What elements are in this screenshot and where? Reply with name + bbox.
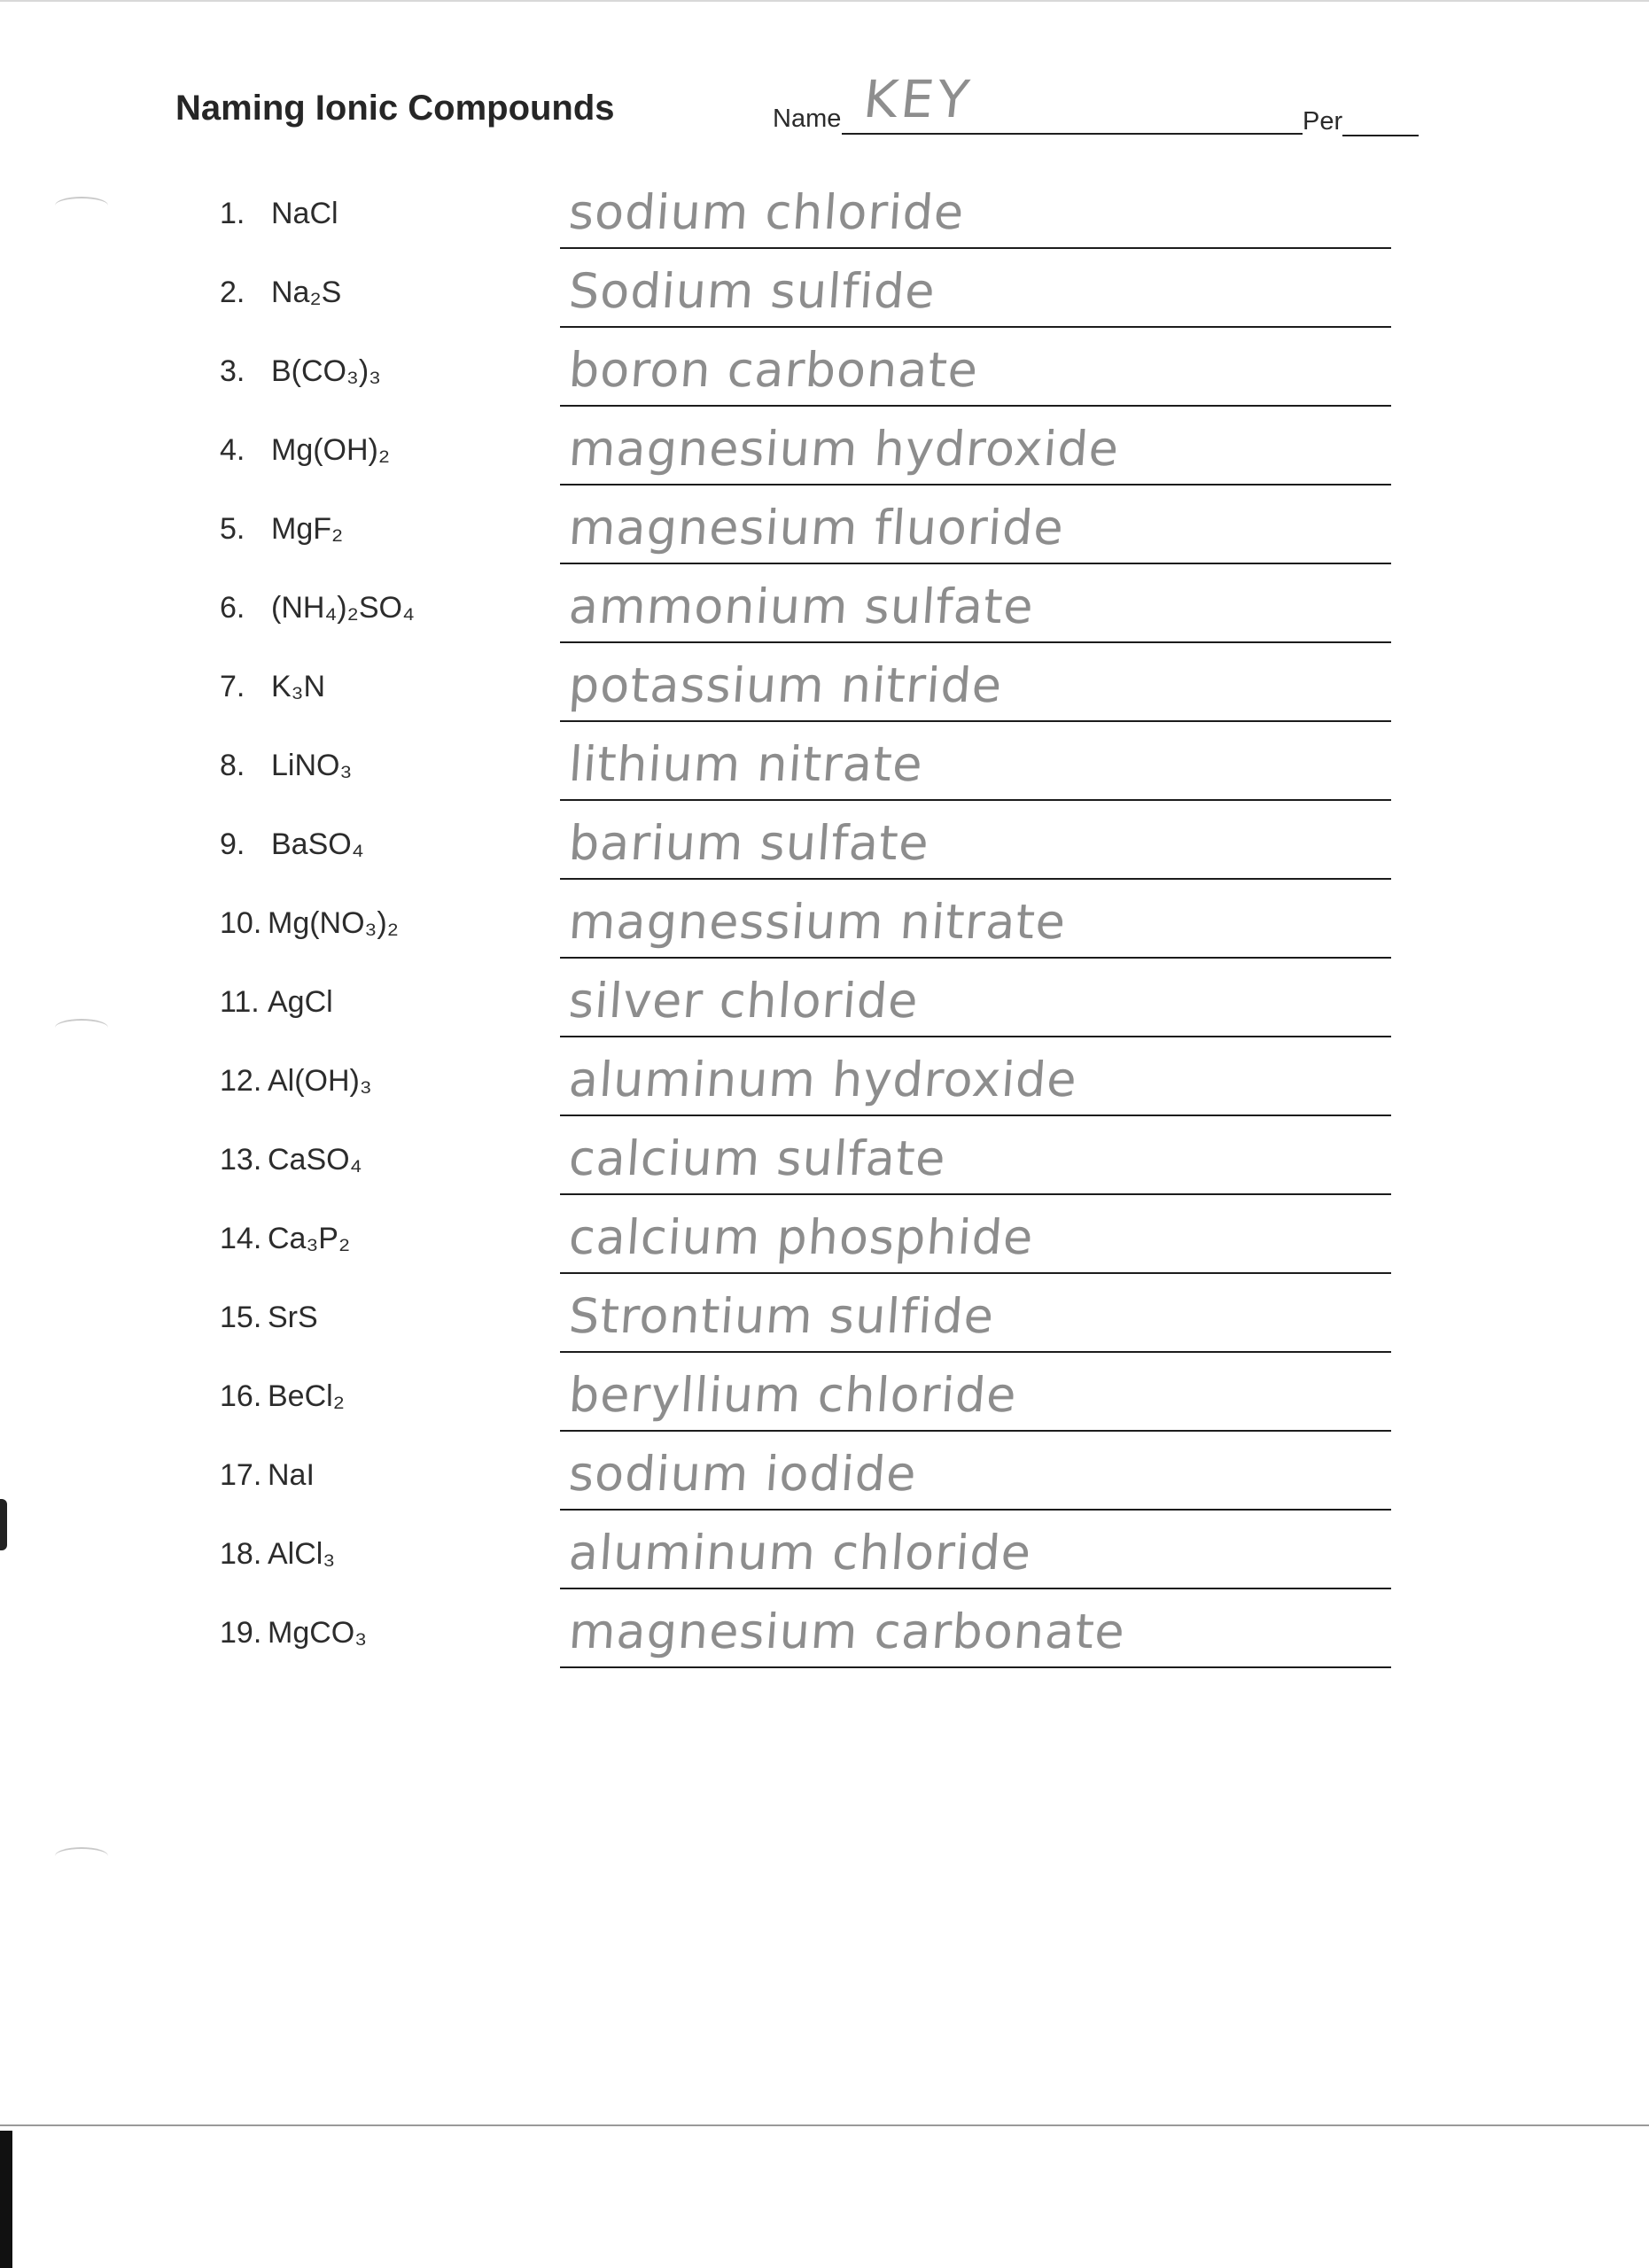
- question-number: 8.: [220, 749, 245, 782]
- answer-line: [560, 484, 1391, 485]
- answer-line: [560, 957, 1391, 959]
- question-row: [0, 571, 1649, 650]
- name-label: Name: [773, 105, 842, 133]
- compound-formula: K₃N: [271, 670, 326, 703]
- answer-line: [560, 720, 1391, 722]
- question-number: 19.: [220, 1616, 262, 1650]
- handwritten-answer: sodium chloride: [567, 184, 967, 240]
- answer-line: [560, 1509, 1391, 1511]
- compound-formula: AgCl: [268, 985, 333, 1019]
- question-number: 6.: [220, 591, 245, 625]
- handwritten-answer: calcium sulfate: [567, 1130, 948, 1186]
- question-number: 17.: [220, 1458, 262, 1492]
- handwritten-answer: magnesium fluoride: [567, 500, 1066, 555]
- answer-line: [560, 326, 1391, 328]
- answer-line: [560, 799, 1391, 801]
- handwritten-answer: barium sulfate: [567, 815, 931, 871]
- answer-line: [560, 878, 1391, 880]
- handwritten-answer: boron carbonate: [567, 342, 981, 398]
- scan-edge-shadow: [0, 2131, 12, 2268]
- compound-formula: BeCl₂: [268, 1379, 345, 1413]
- answer-line: [560, 563, 1391, 564]
- question-row: [0, 335, 1649, 414]
- answer-line: [560, 1351, 1391, 1353]
- punch-hole-mark-bottom: [55, 1847, 108, 1865]
- question-row: [0, 1202, 1649, 1281]
- answer-line: [560, 1115, 1391, 1116]
- question-row: [0, 887, 1649, 966]
- handwritten-answer: sodium iodide: [567, 1446, 919, 1502]
- compound-formula: SrS: [268, 1301, 318, 1334]
- question-row: [0, 1518, 1649, 1596]
- question-row: [0, 1045, 1649, 1123]
- question-number: 2.: [220, 276, 245, 309]
- handwritten-answer: magnesium hydroxide: [567, 421, 1122, 477]
- question-number: 15.: [220, 1301, 262, 1334]
- answer-line: [560, 405, 1391, 407]
- question-number: 18.: [220, 1537, 262, 1571]
- worksheet-title: Naming Ionic Compounds: [175, 89, 615, 128]
- scan-top-edge: [0, 0, 1649, 2]
- compound-formula: AlCl₃: [268, 1537, 336, 1571]
- answer-line: [560, 1272, 1391, 1274]
- question-number: 7.: [220, 670, 245, 703]
- answer-line: [560, 247, 1391, 249]
- handwritten-answer: ammonium sulfate: [567, 579, 1036, 634]
- compound-formula: LiNO₃: [271, 749, 353, 782]
- question-row: [0, 1439, 1649, 1518]
- compound-formula: Mg(NO₃)₂: [268, 906, 399, 940]
- question-row: [0, 729, 1649, 808]
- handwritten-answer: magnessium nitrate: [567, 894, 1069, 950]
- question-number: 4.: [220, 433, 245, 467]
- handwritten-answer: silver chloride: [567, 973, 921, 1029]
- question-row: [0, 808, 1649, 887]
- compound-formula: NaI: [268, 1458, 315, 1492]
- answer-line: [560, 1666, 1391, 1668]
- question-row: [0, 1281, 1649, 1360]
- name-handwritten-value: KEY: [860, 69, 976, 129]
- compound-formula: Al(OH)₃: [268, 1064, 372, 1098]
- scan-fold-line: [0, 2124, 1649, 2126]
- compound-formula: Na₂S: [271, 276, 342, 309]
- compound-formula: B(CO₃)₃: [271, 354, 382, 388]
- question-row: [0, 1360, 1649, 1439]
- question-number: 16.: [220, 1379, 262, 1413]
- question-number: 5.: [220, 512, 245, 546]
- handwritten-answer: lithium nitrate: [567, 736, 925, 792]
- question-row: [0, 493, 1649, 571]
- handwritten-answer: potassium nitride: [567, 657, 1005, 713]
- question-number: 9.: [220, 827, 245, 861]
- handwritten-answer: aluminum chloride: [567, 1525, 1034, 1581]
- compound-formula: MgF₂: [271, 512, 344, 546]
- compound-formula: (NH₄)₂SO₄: [271, 591, 415, 625]
- answer-line: [560, 1036, 1391, 1037]
- name-line: [842, 133, 1303, 135]
- period-label: Per: [1303, 107, 1343, 136]
- question-row: [0, 966, 1649, 1045]
- question-number: 14.: [220, 1222, 262, 1255]
- handwritten-answer: aluminum hydroxide: [567, 1052, 1079, 1107]
- question-number: 10.: [220, 906, 262, 940]
- question-row: [0, 177, 1649, 256]
- handwritten-answer: magnesium carbonate: [567, 1604, 1127, 1659]
- answer-line: [560, 641, 1391, 643]
- question-number: 3.: [220, 354, 245, 388]
- question-number: 12.: [220, 1064, 262, 1098]
- compound-formula: Mg(OH)₂: [271, 433, 391, 467]
- question-number: 13.: [220, 1143, 262, 1177]
- compound-formula: BaSO₄: [271, 827, 364, 861]
- handwritten-answer: beryllium chloride: [567, 1367, 1019, 1423]
- handwritten-answer: Sodium sulfide: [567, 263, 937, 319]
- compound-formula: MgCO₃: [268, 1616, 368, 1650]
- question-row: [0, 414, 1649, 493]
- answer-line: [560, 1588, 1391, 1589]
- question-number: 11.: [220, 985, 260, 1019]
- period-line: [1342, 135, 1419, 136]
- question-number: 1.: [220, 197, 245, 230]
- question-row: [0, 1596, 1649, 1675]
- handwritten-answer: calcium phosphide: [567, 1209, 1036, 1265]
- question-row: [0, 256, 1649, 335]
- handwritten-answer: Strontium sulfide: [567, 1288, 997, 1344]
- answer-line: [560, 1193, 1391, 1195]
- compound-formula: CaSO₄: [268, 1143, 362, 1177]
- answer-line: [560, 1430, 1391, 1432]
- compound-formula: Ca₃P₂: [268, 1222, 351, 1255]
- question-row: [0, 650, 1649, 729]
- compound-formula: NaCl: [271, 197, 338, 230]
- question-row: [0, 1123, 1649, 1202]
